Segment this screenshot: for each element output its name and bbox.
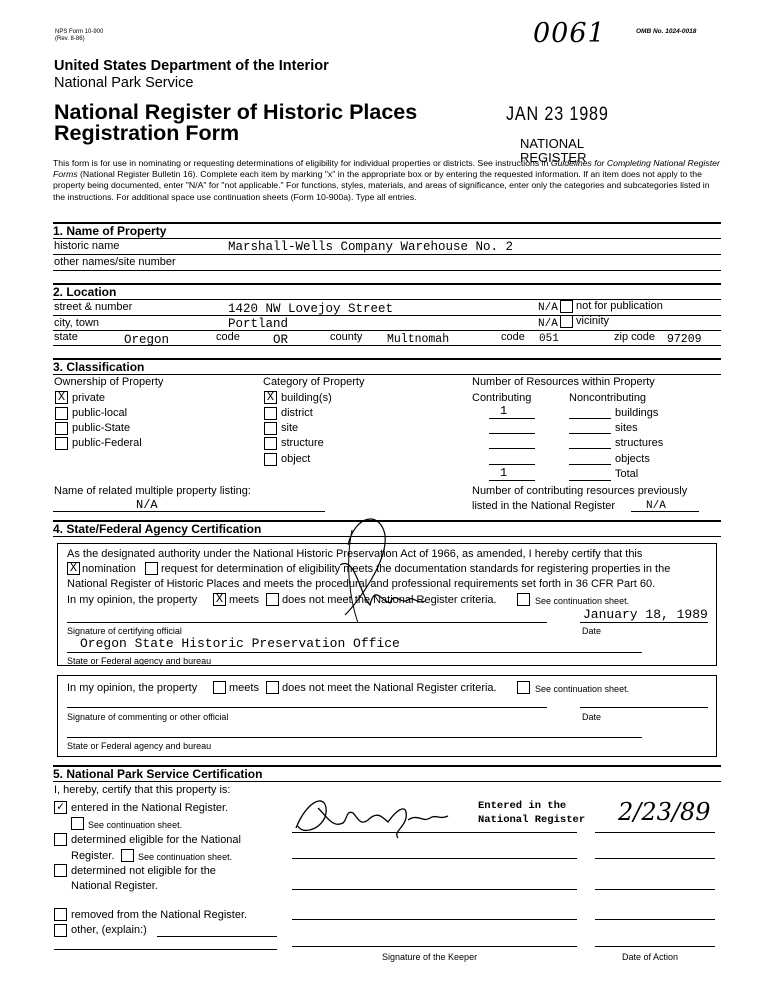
meets-label: meets (229, 594, 259, 606)
na-not-for-publication: N/A (538, 302, 558, 314)
action-date-value: 2/23/89 (618, 798, 711, 826)
blank-line (595, 889, 715, 890)
other-names-label: other names/site number (54, 256, 176, 268)
resource-label: Total (615, 468, 639, 480)
not-for-publication-label: not for publication (576, 300, 663, 312)
blank-line (595, 946, 715, 947)
b2-meets-checkbox[interactable] (213, 681, 226, 694)
blank-line (67, 652, 642, 653)
previously-listed-label: listed in the National Register (472, 500, 616, 512)
state-code-value: OR (273, 333, 289, 347)
b2-see-continuation-label: See continuation sheet. (535, 684, 630, 694)
ownership-private-checkbox[interactable]: X (55, 391, 68, 404)
category-site-checkbox[interactable] (264, 422, 277, 435)
form-revision: (Rev. 8-86) (55, 36, 85, 42)
blank-line (631, 511, 699, 512)
nomination-checkbox[interactable]: X (67, 562, 80, 575)
category-structure-checkbox[interactable] (264, 437, 277, 450)
form-subtitle: Registration Form (54, 121, 240, 145)
blank-line (489, 433, 535, 434)
omb-number: OMB No. 1024-0018 (636, 28, 697, 35)
b2-signature-label: Signature of commenting or other official (67, 712, 229, 722)
ownership-public-federal-checkbox[interactable] (55, 437, 68, 450)
category-label: structure (281, 437, 324, 449)
street-value: 1420 NW Lovejoy Street (228, 302, 394, 316)
rule (53, 283, 721, 285)
blank-line (54, 949, 277, 950)
see-continuation-2-checkbox[interactable] (121, 849, 134, 862)
received-stamp-line2: REGISTER (520, 150, 587, 165)
other-checkbox[interactable] (54, 924, 67, 937)
ownership-heading: Ownership of Property (54, 376, 164, 388)
blank-line (569, 418, 611, 419)
rule (53, 374, 721, 375)
resource-label: objects (615, 453, 650, 465)
blank-line (569, 433, 611, 434)
resource-label: buildings (615, 407, 659, 419)
not-for-publication-checkbox[interactable] (560, 300, 573, 313)
contributing-heading: Contributing (472, 392, 532, 404)
zip-label: zip code (614, 331, 655, 343)
opinion-label: In my opinion, the property (67, 594, 198, 606)
blank-line (569, 448, 611, 449)
agency-label: State or Federal agency and bureau (67, 656, 212, 666)
see-continuation-2-label: See continuation sheet. (138, 852, 233, 862)
ownership-label: private (72, 392, 106, 404)
resources-heading: Number of Resources within Property (472, 376, 655, 388)
state-label: state (54, 331, 78, 343)
category-label: building(s) (281, 392, 332, 404)
rule (53, 238, 721, 239)
blank-line (157, 936, 277, 937)
city-value: Portland (228, 317, 289, 331)
ownership-label: public-State (72, 422, 131, 434)
removed-label: removed from the National Register. (71, 909, 248, 921)
blank-line (67, 737, 642, 738)
ownership-public-local-checkbox[interactable] (55, 407, 68, 420)
department: United States Department of the Interior (54, 58, 329, 74)
blank-line (292, 919, 577, 920)
blank-line (595, 832, 715, 833)
entered-label: entered in the National Register. (71, 802, 229, 814)
historic-name-label: historic name (54, 240, 120, 252)
contributing-buildings: 1 (500, 404, 508, 418)
blank-line (489, 480, 535, 481)
determined-not-eligible-label: determined not eligible for the (71, 865, 216, 877)
category-object-checkbox[interactable] (264, 453, 277, 466)
intro-paragraph: This form is for use in nominating or requesting determinations of eligibility for individual properties or districts. See instructions in Guidelines for Completing National Register Forms (National Register Bulletin 16). Complete each item by marking "x" in the appropriate box or by entering the requested information. If an item does not apply to the property being documented, enter "N/A" for "not applicable." For functions, styles, materials, and areas of significance, enter only the categories and subcategories listed in the instructions. For additional space use continuation sheets (Form 10-900a). Type all entries. (53, 158, 720, 202)
blank-line (67, 707, 547, 708)
related-listing-label: Name of related multiple property listing: (54, 485, 251, 497)
category-label: object (281, 453, 311, 465)
does-not-meet-checkbox[interactable] (266, 593, 279, 606)
determined-eligible-label-2: Register. (71, 850, 115, 862)
contributing-total: 1 (500, 466, 508, 480)
see-continuation-label: See continuation sheet. (535, 596, 630, 606)
previously-listed-value: N/A (646, 500, 666, 512)
certify-label: I, hereby, certify that this property is: (54, 784, 231, 796)
request-checkbox[interactable] (145, 562, 158, 575)
street-label: street & number (54, 301, 133, 313)
agency-value: Oregon State Historic Preservation Office (80, 636, 400, 651)
blank-line (292, 832, 577, 833)
category-label: district (281, 407, 313, 419)
section-1-heading: 1. Name of Property (53, 224, 167, 238)
determined-not-eligible-checkbox[interactable] (54, 864, 67, 877)
na-vicinity: N/A (538, 318, 558, 330)
vicinity-checkbox[interactable] (560, 315, 573, 328)
state-code-label: code (216, 331, 240, 343)
certification-date-value: January 18, 1989 (583, 607, 708, 622)
blank-line (580, 622, 708, 623)
nomination-label: nomination (82, 563, 136, 575)
handwritten-number: 0061 (533, 18, 606, 49)
county-value: Multnomah (387, 333, 450, 346)
does-not-meet-label: does not meet the National Register criteria. (282, 594, 497, 606)
determined-eligible-checkbox[interactable] (54, 833, 67, 846)
previously-listed-label: Number of contributing resources previously (472, 485, 688, 497)
blank-line (569, 480, 611, 481)
blank-line (595, 919, 715, 920)
blank-line (489, 464, 535, 465)
blank-line (569, 464, 611, 465)
category-heading: Category of Property (263, 376, 365, 388)
vicinity-label: vicinity (576, 315, 610, 327)
date-of-action-label: Date of Action (622, 952, 679, 962)
service: National Park Service (54, 75, 194, 91)
rule (53, 270, 721, 271)
rule (53, 781, 721, 782)
removed-checkbox[interactable] (54, 908, 67, 921)
rule (53, 254, 721, 255)
category-label: site (281, 422, 299, 434)
ownership-public-state-checkbox[interactable] (55, 422, 68, 435)
b2-see-continuation-checkbox[interactable] (517, 681, 530, 694)
b2-date-label: Date (582, 712, 602, 722)
section-2-heading: 2. Location (53, 285, 117, 299)
blank-line (595, 858, 715, 859)
ownership-label: public-Federal (72, 437, 142, 449)
resource-label: structures (615, 437, 664, 449)
blank-line (580, 707, 708, 708)
keeper-signature (288, 788, 488, 844)
section-5-heading: 5. National Park Service Certification (53, 767, 263, 781)
rule (53, 358, 721, 360)
blank-line (53, 511, 325, 512)
related-listing-value: N/A (136, 498, 158, 512)
form-title: National Register of Historic Places (54, 100, 418, 124)
county-label: county (330, 331, 363, 343)
blank-line (292, 946, 577, 947)
b2-does-not-meet-checkbox[interactable] (266, 681, 279, 694)
b2-agency-label: State or Federal agency and bureau (67, 741, 212, 751)
state-value: Oregon (124, 333, 170, 347)
meets-checkbox[interactable]: X (213, 593, 226, 606)
keeper-signature-label: Signature of the Keeper (382, 952, 478, 962)
section-4-heading: 4. State/Federal Agency Certification (53, 522, 262, 536)
received-stamp-date: JAN 23 1989 (506, 104, 609, 125)
cert-line-3: National Register of Historic Places and meets the procedural and professional requirements set forth in 36 CFR Part 60. (67, 578, 656, 590)
request-label: request for determination of eligibility meets the documentation standards for registering properties in the (161, 563, 671, 575)
ownership-label: public-local (72, 407, 128, 419)
rule (53, 315, 721, 316)
rule (53, 345, 721, 346)
zip-value: 97209 (667, 333, 702, 346)
category-district-checkbox[interactable] (264, 407, 277, 420)
b2-does-not-meet-label: does not meet the National Register criteria. (282, 682, 497, 694)
county-code-label: code (501, 331, 525, 343)
resource-label: sites (615, 422, 638, 434)
see-continuation-1-checkbox[interactable] (71, 817, 84, 830)
date-label: Date (582, 626, 602, 636)
see-continuation-checkbox[interactable] (517, 593, 530, 606)
signature-label: Signature of certifying official (67, 626, 182, 636)
blank-line (489, 448, 535, 449)
see-continuation-1-label: See continuation sheet. (88, 820, 183, 830)
county-code-value: 051 (539, 333, 559, 345)
city-label: city, town (54, 317, 100, 329)
b2-meets-label: meets (229, 682, 259, 694)
historic-name-value: Marshall-Wells Company Warehouse No. 2 (228, 240, 514, 254)
b2-opinion-label: In my opinion, the property (67, 682, 198, 694)
certifying-signature (300, 505, 440, 630)
blank-line (292, 858, 577, 859)
noncontributing-heading: Noncontributing (569, 392, 647, 404)
other-label: other, (explain:) (71, 924, 147, 936)
entered-stamp-line2: National Register (478, 814, 586, 826)
received-stamp-line1: NATIONAL (520, 136, 585, 151)
determined-not-eligible-label-2: National Register. (71, 880, 158, 892)
entered-stamp-line1: Entered in the (478, 800, 567, 812)
entered-checkbox[interactable]: ✓ (54, 801, 67, 814)
determined-eligible-label: determined eligible for the National (71, 834, 241, 846)
category-building-checkbox[interactable]: X (264, 391, 277, 404)
cert-line-1: As the designated authority under the National Historic Preservation Act of 1966, as amended, I hereby certify that this (67, 548, 643, 560)
section-3-heading: 3. Classification (53, 360, 145, 374)
blank-line (292, 889, 577, 890)
blank-line (489, 418, 535, 419)
form-number: NPS Form 10-900 (55, 29, 104, 35)
